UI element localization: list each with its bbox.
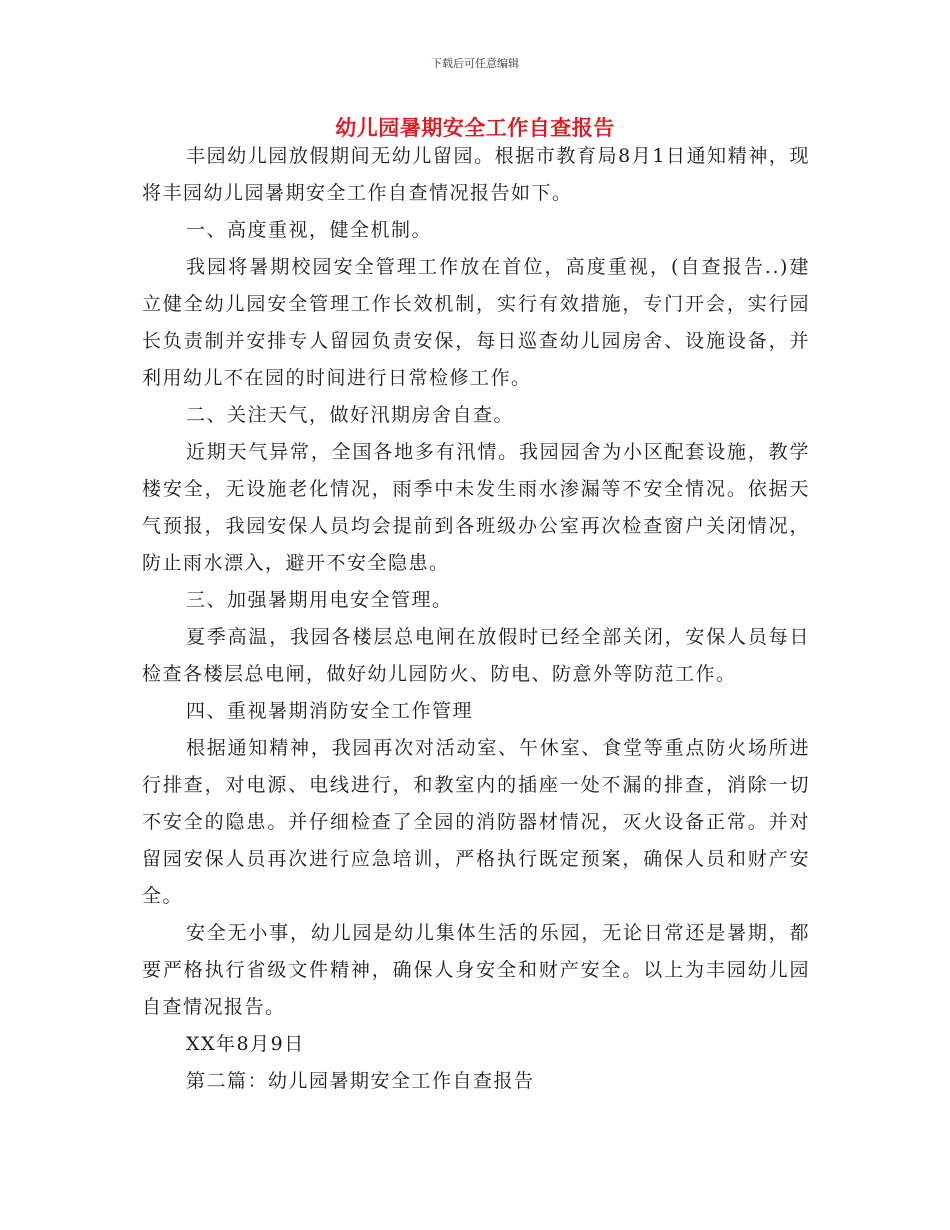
section-paragraph-3: 夏季高温，我园各楼层总电闸在放假时已经全部关闭，安保人员每日检查各楼层总电闸，做好幼儿园防火、防电、防意外等防范工作。 <box>142 626 810 685</box>
section-paragraph-2: 近期天气异常，全国各地多有汛情。我园园舍为小区配套设施，教学楼安全，无设施老化情况，雨季中未发生雨水渗漏等不安全情况。依据天气预报，我园安保人员均会提前到各班级办公室再次检查窗户关闭情况，防止雨水漂入，避开不安全隐患。 <box>142 441 810 574</box>
intro-paragraph: 丰园幼儿园放假期间无幼儿留园。根据市教育局8月1日通知精神，现将丰园幼儿园暑期安全工作自查情况报告如下。 <box>142 145 810 204</box>
document-body <box>142 138 810 1100</box>
section-heading-3: 三、加强暑期用电安全管理。 <box>186 589 453 611</box>
date-line: XX年8月9日 <box>186 1033 305 1055</box>
section-paragraph-1: 我园将暑期校园安全管理工作放在首位，高度重视，(自查报告..)建立健全幼儿园安全管理工作长效机制，实行有效措施，专门开会，实行园长负责制并安排专人留园负责安保，每日巡查幼儿园房舍、设施设备，并利用幼儿不在园的时间进行日常检修工作。 <box>142 256 810 389</box>
section-heading-2: 二、关注天气，做好汛期房舍自查。 <box>186 404 515 426</box>
section-heading-1: 一、高度重视，健全机制。 <box>186 219 433 241</box>
document-title: 幼儿园暑期安全工作自查报告 <box>335 116 615 140</box>
section-heading-4: 四、重视暑期消防安全工作管理 <box>186 700 474 722</box>
header-note: 下载后可任意编辑 <box>431 57 519 70</box>
next-section-title: 第二篇：幼儿园暑期安全工作自查报告 <box>186 1070 535 1092</box>
section-paragraph-4: 根据通知精神，我园再次对活动室、午休室、食堂等重点防火场所进行排查，对电源、电线进行，和教室内的插座一处不漏的排查，消除一切不安全的隐患。并仔细检查了全园的消防器材情况，灭火设备正常。并对留园安保人员再次进行应急培训，严格执行既定预案，确保人员和财产安全。 <box>142 737 810 907</box>
conclusion-paragraph: 安全无小事，幼儿园是幼儿集体生活的乐园，无论日常还是暑期，都要严格执行省级文件精神，确保人身安全和财产安全。以上为丰园幼儿园自查情况报告。 <box>142 922 810 1018</box>
